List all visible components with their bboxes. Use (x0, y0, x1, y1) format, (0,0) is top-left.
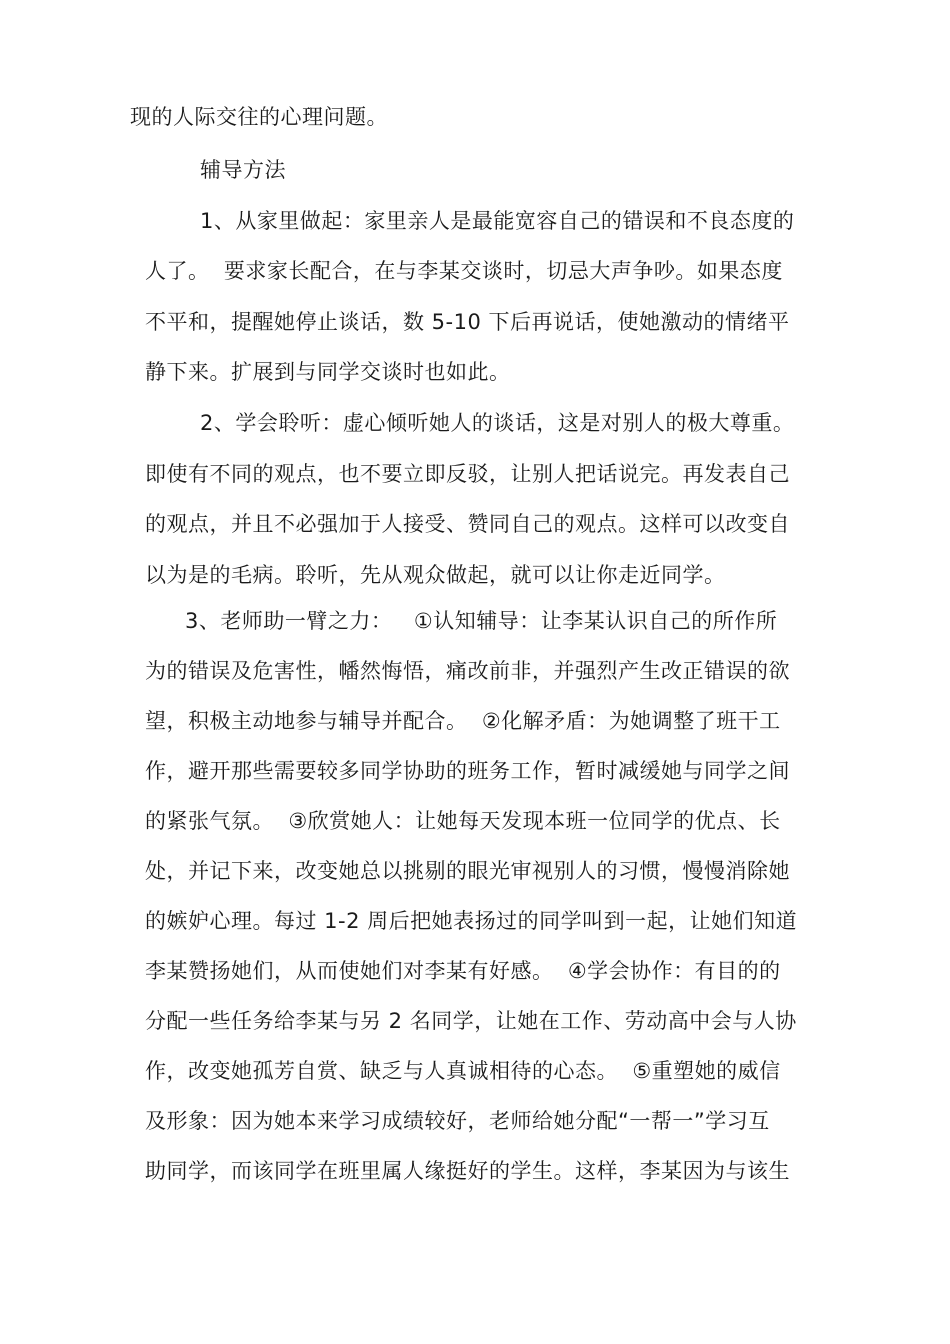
text-line: 望，积极主动地参与辅导并配合。 ②化解矛盾：为她调整了班干工 (145, 709, 781, 733)
text-line: 为的错误及危害性，幡然悔悟，痛改前非，并强烈产生改正错误的欲 (145, 659, 790, 683)
text-line: 的紧张气氛。 ③欣赏她人：让她每天发现本班一位同学的优点、长 (145, 809, 781, 833)
text-line: 处，并记下来，改变她总以挑剔的眼光审视别人的习惯，慢慢消除她 (145, 859, 790, 883)
text-line: 以为是的毛病。聆听，先从观众做起，就可以让你走近同学。 (145, 563, 726, 587)
text-line: 李某赞扬她们，从而使她们对李某有好感。 ④学会协作：有目的的 (145, 959, 781, 983)
text-line: 不平和，提醒她停止谈话，数 5-10 下后再说话，使她激动的情绪平 (145, 310, 790, 334)
text-line: 及形象：因为她本来学习成绩较好，老师给她分配“一帮一”学习互 (145, 1109, 770, 1133)
section-heading: 辅导方法 (200, 158, 286, 182)
text-line: 3、老师助一臂之力： ①认知辅导：让李某认识自己的所作所 (185, 609, 778, 633)
text-line: 的观点，并且不必强加于人接受、赞同自己的观点。这样可以改变自 (145, 512, 790, 536)
text-line: 1、从家里做起：家里亲人是最能宽容自己的错误和不良态度的 (200, 209, 795, 233)
text-line: 作，避开那些需要较多同学协助的班务工作，暂时减缓她与同学之间 (145, 759, 790, 783)
text-line: 现的人际交往的心理问题。 (130, 105, 388, 129)
text-line: 即使有不同的观点，也不要立即反驳，让别人把话说完。再发表自己 (145, 462, 790, 486)
text-line: 助同学，而该同学在班里属人缘挺好的学生。这样，李某因为与该生 (145, 1159, 790, 1183)
text-line: 人了。 要求家长配合，在与李某交谈时，切忌大声争吵。如果态度 (145, 259, 783, 283)
text-line: 的嫉妒心理。每过 1-2 周后把她表扬过的同学叫到一起，让她们知道 (145, 909, 798, 933)
text-line: 2、学会聆听：虚心倾听她人的谈话，这是对别人的极大尊重。 (200, 411, 795, 435)
text-line: 静下来。扩展到与同学交谈时也如此。 (145, 360, 511, 384)
text-line: 作，改变她孤芳自赏、缺乏与人真诚相待的心态。 ⑤重塑她的威信 (145, 1059, 781, 1083)
text-line: 分配一些任务给李某与另 2 名同学，让她在工作、劳动高中会与人协 (145, 1009, 797, 1033)
